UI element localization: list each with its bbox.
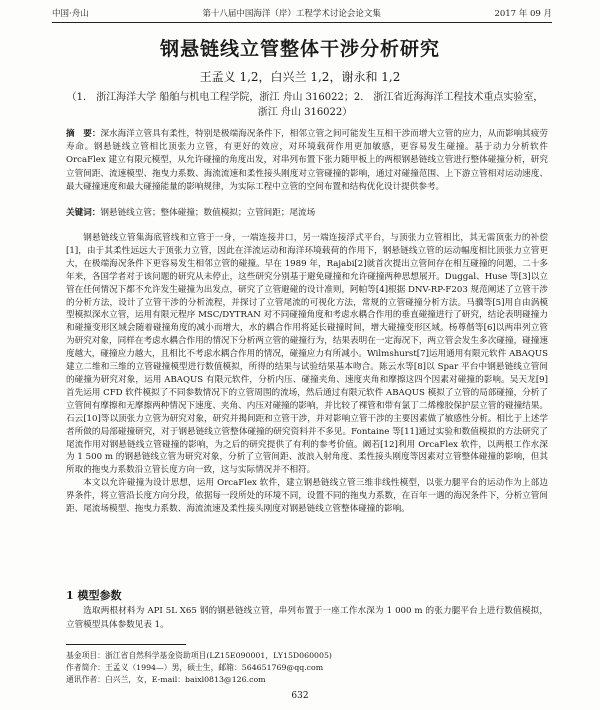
intro-paragraph-1: 钢悬链线立管集海底管线和立管于一身，一端连接井口，另一端连接浮式平台，与顶张力立管相比，其无需顶张力的补偿[1]，由于其柔性远远大于顶张力立管，因此在洋流运动和海洋环境载荷的作用下，钢悬链线立管的运动幅度相比顶张力立管更大，在极端海况条件下更容易发生相邻立管的碰撞。早在 1989 年，Rajabi[2]就首次提出立管间存在相互碰撞的问题，二十多年来，各国学者对于该问题的研究从未停止，这些研究分别基于避免碰撞和允许碰撞两种思想展开。Duggal、Huse 等[3]以立管在任何情况下都不允许发生碰撞为出发点，研究了立管避碰的设计准则，阿帕等[4]根据 DNV-RP-F203 规范阐述了立管干涉的分析方法，设计了立管干涉的分析流程，并探讨了立管尾流的可视化方法，常规的立管碰撞分析方法。马骥等[5]用自由涡模型模拟深水立管，运用有限元程序 MSC/DYTRAN 对不同碰撞角度和考虑水耦合作用的垂直碰撞进行了研究，结论表明碰撞力和碰撞变形区域会随着碰撞角度的减小而增大，水的耦合作用将延长碰撞时间，增大碰撞变形区域。杨尊偕等[6]以两串列立管为研究对象，同样在考虑水耦合作用的情况下分析两立管的碰撞行为，结果表明在一定海况下，两立管会发生多次碰撞，碰撞速度越大，碰撞应力越大，且相比不考虑水耦合作用的情况，碰撞应力有所减小。Wilmshurst[7]运用通用有限元软件 ABAQUS 建立二维和三维的立管碰撞模型进行数值模拟，所得的结果与试验结果基本吻合。陈云水等[8]以 Spar 平台中钢悬链线立管间的碰撞为研究对象，运用 ABAQUS 有限元软件，分析内压、碰撞夹角、速度夹角和摩擦这四个因素对碰撞的影响。吴天龙[9]首先运用 CFD 软件模拟了不同参数情况下的立管周围的流场，然后通过有限元软件 ABAQUS 模拟了立管的局部碰撞，分析了立管间有摩擦和无摩擦两种情况下速度、夹角、内压对碰撞的影响，并比较了裸管和带有氯丁二烯橡胶保护层立管的碰撞结果。石云[10]等以顶张力立管为研究对象，研究并揭间距和立管干涉，并对影响立管干涉的主要因素做了敏感性分析。相比于上述学者所做的局部碰撞研究，对于钢悬链线立管整体碰撞的研究资料并不多见。Fontaine 等[11]通过实验和数值模拟的方法研究了尾流作用对钢悬链线立管碰撞的影响，为之后的研究提供了有利的参考价值。阚若[12]利用 OrcaFlex 软件，以两根工作水深为 1 500 m 的钢悬链线立管为研究对象，分析了立管间距、波浪入射角度、柔性接头刚度等因素对立管整体碰撞的影响，但其所取的拖曳力系数沿立管长度方向一致，这与实际情况并不相符。 [66, 233, 548, 476]
header-right: 2017 年 09 月 [494, 9, 552, 19]
header-rule [52, 22, 552, 23]
running-header [52, 6, 552, 20]
paper-title: 钢悬链线立管整体干涉分析研究 [159, 38, 440, 60]
abstract-text: 深水海洋立管具有柔性，特别是极端海况条件下，相邻立管之间可能发生互相干涉而增大立管的应力，从而影响其疲劳寿命。钢悬链线立管相比顶张力立管，有更好的效应，对环境载荷作用更加敏感，更容易发生碰撞。基于动力分析软件 OrcaFlex 建立有限元模型，从允许碰撞的角度出发，对串列布置下张力随甲板上的两根钢悬链线立管进行整体碰撞分析，研究立管间距、流速模型、拖曳力系数、海流流速和柔性接头刚度对立管碰撞的影响，通过对碰撞范围、上下游立管相对运动速度、最大碰撞速度和最大碰撞能量的影响规律，为实际工程中立管的空间布置和结构优化设计提供参考。 [66, 129, 548, 192]
intro-paragraph-2: 本文以允许碰撞为设计思想，运用 OrcaFlex 软件，建立钢悬链线立管三维非线性模型，以张力腿平台的运动作为上部边界条件，将立管沿长度方向分段，依据每一段所处的环境不同，设置不同的拖曳力系数，在百年一遇的海况条件下，分析立管间距、尾流场模型、拖曳力系数、海流流速及柔性接头刚度对钢悬链线立管整体碰撞的影响。 [66, 478, 548, 515]
keywords [66, 207, 548, 220]
abstract [66, 128, 548, 194]
section-heading: 1 模型参数 [66, 589, 122, 602]
footnote-rule [66, 644, 186, 645]
header-center: 第十八届中国海洋（岸）工程学术讨论会论文集 [202, 9, 381, 19]
introduction [66, 232, 548, 516]
footnote-author: 作者简介：王孟义（1994—）男，硕士生，邮箱：564651769@qq.com [66, 662, 324, 672]
section-paragraph: 选取两根材料为 API 5L X65 钢的钢悬链线立管，串列布置于一座工作水深为 1 000 m 的张力腿平台上进行数值模拟，立管模型具体参数见表 1。 [66, 606, 548, 630]
footnote-contact: 通讯作者：白兴兰，女，E-mail：baixl0813@126.com [66, 674, 266, 684]
footnote-fund: 基金项目：浙江省自然科学基金资助项目(LZ15E090001，LY15D060005) [66, 651, 332, 660]
keywords-label: 关键词： [66, 208, 101, 218]
keywords-text: 钢悬链线立管；整体碰撞；数值模拟；立管间距；尾流场 [100, 208, 316, 218]
affiliation: （1． 浙江海洋大学 船舶与机电工程学院，浙江 舟山 316022；2． 浙江省近海海洋工程技术重点实验室，浙江 舟山 316022） [66, 92, 544, 118]
footnotes [66, 650, 548, 685]
abstract-label: 摘 要： [66, 129, 101, 139]
author-list: 王孟义 1,2，白兴兰 1,2，谢永和 1,2 [199, 70, 401, 84]
page-number: 632 [291, 691, 309, 701]
header-left: 中国·舟山 [52, 9, 89, 19]
